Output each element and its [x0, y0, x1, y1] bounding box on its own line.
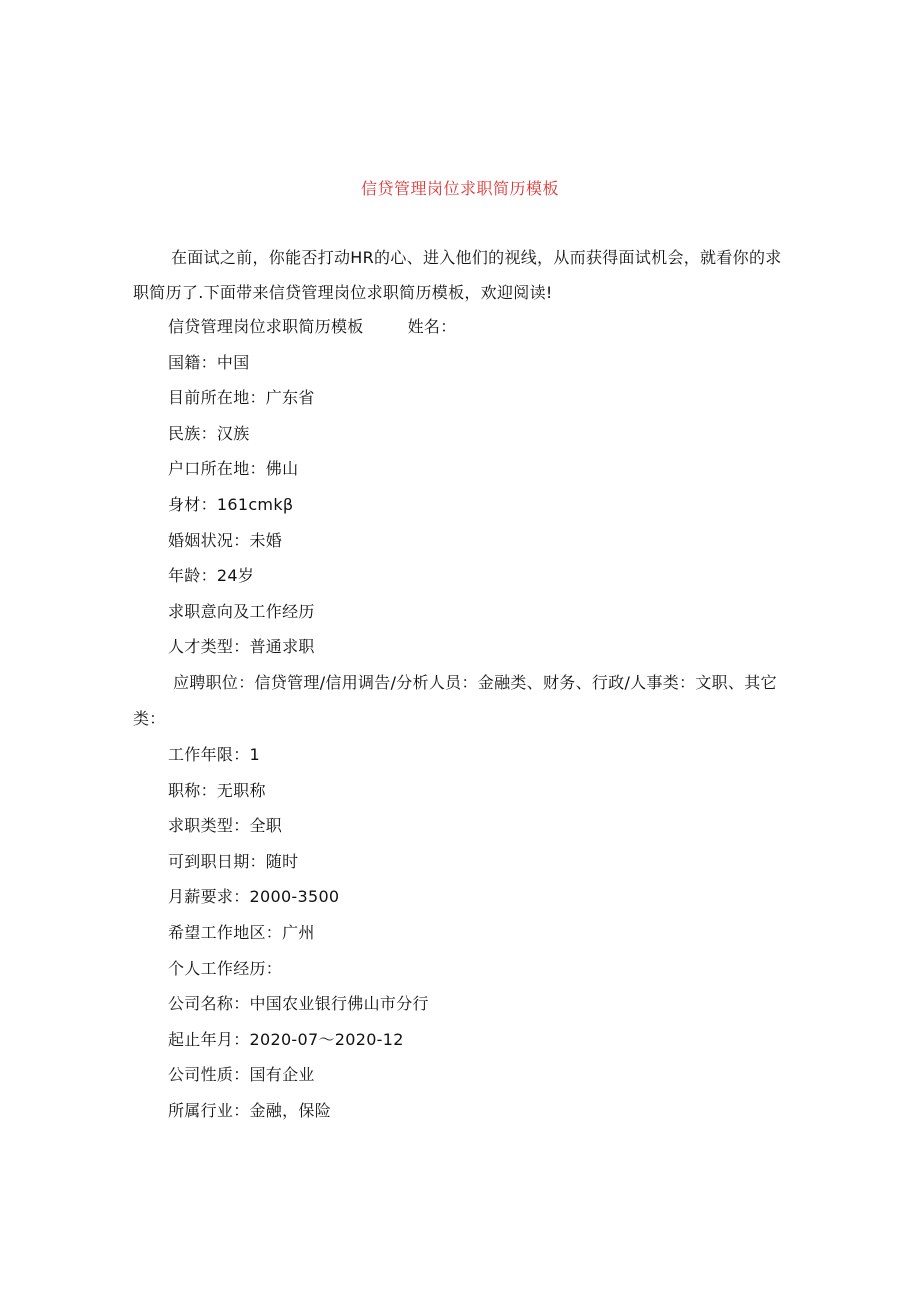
years-line: 工作年限：1: [168, 744, 260, 764]
salary-line: 月薪要求：2000-3500: [168, 887, 340, 907]
resume-fields: [133, 309, 788, 1128]
document-title: 信贷管理岗位求职简历模板: [360, 179, 559, 198]
title-rank-line: 职称：无职称: [168, 780, 266, 800]
company-line: 公司名称：中国农业银行佛山市分行: [168, 994, 429, 1014]
start-date-line: 可到职日期：随时: [168, 851, 299, 871]
nationality-line: 国籍：中国: [168, 352, 250, 372]
industry-line: 所属行业：金融，保险: [168, 1100, 332, 1120]
section-intent-heading: 求职意向及工作经历: [168, 601, 315, 621]
section-experience-heading: 个人工作经历：: [168, 958, 283, 978]
name-label: 姓名：: [407, 317, 457, 336]
marital-line: 婚姻状况：未婚: [168, 530, 283, 550]
company-type-line: 公司性质：国有企业: [168, 1065, 315, 1085]
age-line: 年龄：24岁: [168, 566, 255, 586]
period-line: 起止年月：2020-07～2020-12: [168, 1029, 404, 1049]
location-line: 目前所在地：广东省: [168, 388, 315, 408]
talent-type-line: 人才类型：普通求职: [168, 637, 315, 657]
header-line: [168, 309, 788, 345]
position-line: 应聘职位：信贷管理/信用调告/分析人员：金融类、财务、行政/人事类：文职、其它类：: [133, 672, 777, 728]
body-line: 身材：161cmkβ: [168, 494, 294, 514]
region-line: 希望工作地区：广州: [168, 922, 315, 942]
hukou-line: 户口所在地：佛山: [168, 459, 299, 479]
template-name: 信贷管理岗位求职简历模板: [168, 317, 364, 336]
intro-paragraph: 在面试之前，你能否打动HR的心、进入他们的视线，从而获得面试机会，就看你的求职简历了.下面带来信贷管理岗位求职简历模板，欢迎阅读!: [133, 248, 782, 302]
ethnicity-line: 民族：汉族: [168, 423, 250, 443]
job-type-line: 求职类型：全职: [168, 816, 283, 836]
